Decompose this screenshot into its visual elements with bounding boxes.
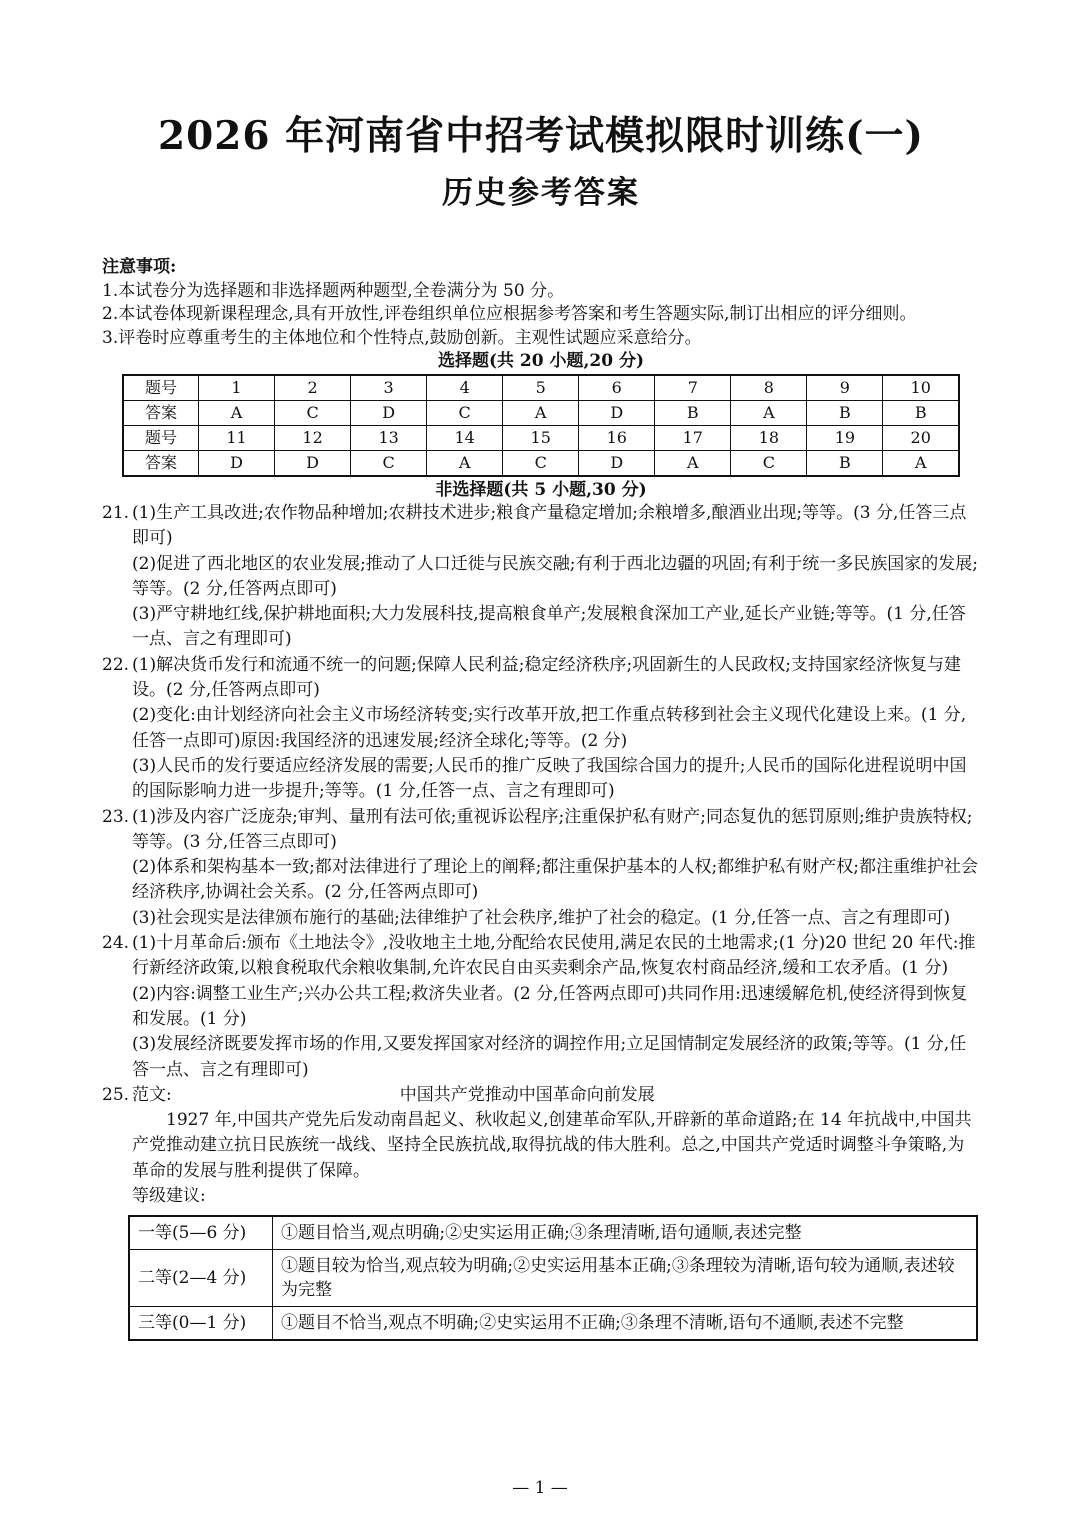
answer-table-cell: D — [579, 451, 655, 477]
notice-item-text: 评卷时应尊重考生的主体地位和个性特点,鼓励创新。主观性试题应采意给分。 — [118, 327, 702, 348]
answer-table-row — [123, 451, 959, 477]
answer-table-cell: 13 — [351, 426, 427, 451]
answer-table-cell: A — [655, 451, 731, 477]
answer-table-cell: 11 — [199, 426, 275, 451]
answer-table-cell: C — [731, 451, 807, 477]
answer-part-3: (3)发展经济既要发挥市场的作用,又要发挥国家对经济的调控作用;立足国情制定发展经济的政策;等等。(1 分,任答一点、言之有理即可) — [132, 1034, 967, 1080]
grade-row — [129, 1216, 977, 1250]
grade-description: ①题目恰当,观点明确;②史实运用正确;③条理清晰,语句通顺,表述完整 — [273, 1216, 978, 1250]
answer-part-1: (1)涉及内容广泛庞杂;审判、量刑有法可依;重视诉讼程序;注重保护私有财产;同态复仇的惩罚原则;维护贵族特权;等等。(3 分,任答三点即可) — [132, 806, 973, 852]
answer-table-cell: 4 — [427, 375, 503, 401]
answer-table-cell: D — [579, 401, 655, 426]
answer-table-cell: B — [807, 451, 883, 477]
answer-table-cell: 3 — [351, 375, 427, 401]
answer-part-3: (3)人民币的发行要适应经济发展的需要;人民币的推广反映了我国综合国力的提升;人民币的国际化进程说明中国的国际影响力进一步提升;等等。(1 分,任答一点、言之有理即可) — [132, 755, 967, 802]
answer-part-1: (1)十月革命后:颁布《土地法令》,没收地主土地,分配给农民使用,满足农民的土地需求;(1 分)20 世纪 20 年代:推行新经济政策,以粮食税取代余粮收集制,允许农民自由买卖剩余产品,恢复农村商品经济,缓和工农矛盾。(1 分) — [132, 933, 976, 979]
notice-item-number: 2. — [102, 304, 119, 324]
answer-table-row-label: 题号 — [123, 426, 199, 451]
answer-table-row-label: 答案 — [123, 401, 199, 426]
answer-table-cell: A — [427, 451, 503, 477]
nonchoice-section-caption: 非选择题(共 5 小题,30 分) — [435, 480, 647, 500]
answer-table-cell: C — [427, 401, 503, 426]
answer-table-row — [123, 375, 959, 401]
answer-table-cell: 18 — [731, 426, 807, 451]
question-23 — [102, 805, 980, 931]
answer-part-3: (3)社会现实是法律颁布施行的基础;法律维护了社会秩序,维护了社会的稳定。(1 分,任答一点、言之有理即可) — [132, 907, 951, 928]
page-number: — 1 — — [512, 1478, 568, 1498]
answer-table-cell: 19 — [807, 426, 883, 451]
answer-table-cell: 1 — [199, 375, 275, 401]
answer-table-cell: A — [731, 401, 807, 426]
grade-suggestion-label: 等级建议: — [132, 1186, 206, 1207]
question-21 — [102, 501, 980, 653]
answer-table-cell: B — [655, 401, 731, 426]
answer-table-cell: 12 — [275, 426, 351, 451]
model-essay-title: 中国共产党推动中国革命向前发展 — [399, 1084, 655, 1105]
answer-table-row-label: 答案 — [123, 451, 199, 477]
answer-table-cell: 7 — [655, 375, 731, 401]
answer-table-cell: A — [199, 401, 275, 426]
choice-answer-table — [122, 374, 960, 477]
notice-item — [102, 327, 980, 351]
answer-table-row — [123, 426, 959, 451]
answer-table-cell: 17 — [655, 426, 731, 451]
grade-row — [129, 1250, 977, 1307]
question-number: 21. — [102, 503, 130, 523]
notice-item-number: 1. — [102, 280, 119, 301]
notice-item — [102, 280, 980, 304]
grade-description: ①题目不恰当,观点不明确;②史实运用不正确;③条理不清晰,语句不通顺,表述不完整 — [273, 1307, 978, 1341]
notice-item-number: 3. — [102, 327, 119, 348]
answer-table-cell: 9 — [807, 375, 883, 401]
notice-item — [102, 303, 980, 327]
answer-table-cell: 14 — [427, 426, 503, 451]
answer-table-cell: 5 — [503, 375, 579, 401]
question-24 — [102, 931, 980, 1083]
answer-table-cell: 20 — [883, 426, 959, 451]
notice-heading: 注意事项: — [102, 257, 177, 277]
notice-item-text: 本试卷分为选择题和非选择题两种题型,全卷满分为 50 分。 — [118, 280, 565, 301]
question-number: 24. — [102, 933, 130, 954]
answer-table-cell: 8 — [731, 375, 807, 401]
page-subtitle: 历史参考答案 — [442, 175, 640, 211]
page-title: 2026 年河南省中招考试模拟限时训练(一) — [157, 113, 925, 159]
answer-part-2: (2)体系和架构基本一致;都对法律进行了理论上的阐释;都注重保护基本的人权;都维护私有财产权;都注重维护社会经济秩序,协调社会关系。(2 分,任答两点即可) — [132, 857, 978, 903]
answer-part-1: (1)解决货币发行和流通不统一的问题;保障人民利益;稳定经济秩序;巩固新生的人民政权;支持国家经济恢复与建设。(2 分,任答两点即可) — [132, 654, 961, 701]
answer-table-cell: D — [199, 451, 275, 477]
answer-part-1: (1)生产工具改进;农作物品种增加;农耕技术进步;粮食产量稳定增加;余粮增多,酿酒业出现;等等。(3 分,任答三点即可) — [132, 503, 967, 549]
grade-level: 三等(0—1 分) — [129, 1307, 273, 1341]
question-number: 23. — [102, 806, 130, 827]
grade-level: 一等(5—6 分) — [129, 1216, 273, 1250]
answer-table-cell: A — [503, 401, 579, 426]
grade-row — [129, 1307, 977, 1341]
question-22 — [102, 653, 980, 805]
answer-table-cell: C — [351, 451, 427, 477]
answer-table-cell: D — [351, 401, 427, 426]
answer-part-2: (2)促进了西北地区的农业发展;推动了人口迁徙与民族交融;有利于西北边疆的巩固;有利于统一多民族国家的发展;等等。(2 分,任答两点即可) — [132, 553, 978, 599]
notice-item-text: 本试卷体现新课程理念,具有开放性,评卷组织单位应根据参考答案和考生答题实际,制订出相应的评分细则。 — [118, 304, 917, 324]
grade-suggestion-table — [128, 1215, 978, 1341]
answer-table-cell: B — [807, 401, 883, 426]
answer-table-cell: B — [883, 401, 959, 426]
question-number: 22. — [102, 654, 130, 675]
model-essay-label: 范文: — [132, 1084, 172, 1105]
answer-table-cell: C — [275, 401, 351, 426]
answer-table-cell: D — [275, 451, 351, 477]
answer-table-cell: 10 — [883, 375, 959, 401]
answer-table-row — [123, 401, 959, 426]
grade-description: ①题目较为恰当,观点较为明确;②史实运用基本正确;③条理较为清晰,语句较为通顺,表述较为完整 — [273, 1250, 978, 1307]
model-essay-text: 1927 年,中国共产党先后发动南昌起义、秋收起义,创建革命军队,开辟新的革命道路;在 14 年抗战中,中国共产党推动建立抗日民族统一战线、坚持全民族抗战,取得抗战的伟大胜利。总之,中国共产党适时调整斗争策略,为革命的发展与胜利提供了保障。 — [132, 1110, 972, 1181]
answer-table-cell: 15 — [503, 426, 579, 451]
choice-section-caption: 选择题(共 20 小题,20 分) — [437, 351, 645, 371]
notice-section — [102, 256, 980, 372]
answer-part-3: (3)严守耕地红线,保护耕地面积;大力发展科技,提高粮食单产;发展粮食深加工产业,延长产业链;等等。(1 分,任答一点、言之有理即可) — [132, 604, 966, 650]
answer-table-cell: 6 — [579, 375, 655, 401]
answer-table-cell: C — [503, 451, 579, 477]
answer-table-cell: 2 — [275, 375, 351, 401]
question-25 — [102, 1083, 980, 1209]
answer-table-cell: A — [883, 451, 959, 477]
grade-level: 二等(2—4 分) — [129, 1250, 273, 1307]
question-number: 25. — [102, 1084, 130, 1105]
answer-table-row-label: 题号 — [123, 375, 199, 401]
answer-part-2: (2)内容:调整工业生产;兴办公共工程;救济失业者。(2 分,任答两点即可)共同作用:迅速缓解危机,使经济得到恢复和发展。(1 分) — [132, 983, 968, 1029]
answer-table-cell: 16 — [579, 426, 655, 451]
answer-part-2: (2)变化:由计划经济向社会主义市场经济转变;实行改革开放,把工作重点转移到社会主义现代化建设上来。(1 分,任答一点即可)原因:我国经济的迅速发展;经济全球化;等等。(2 分) — [132, 705, 967, 751]
